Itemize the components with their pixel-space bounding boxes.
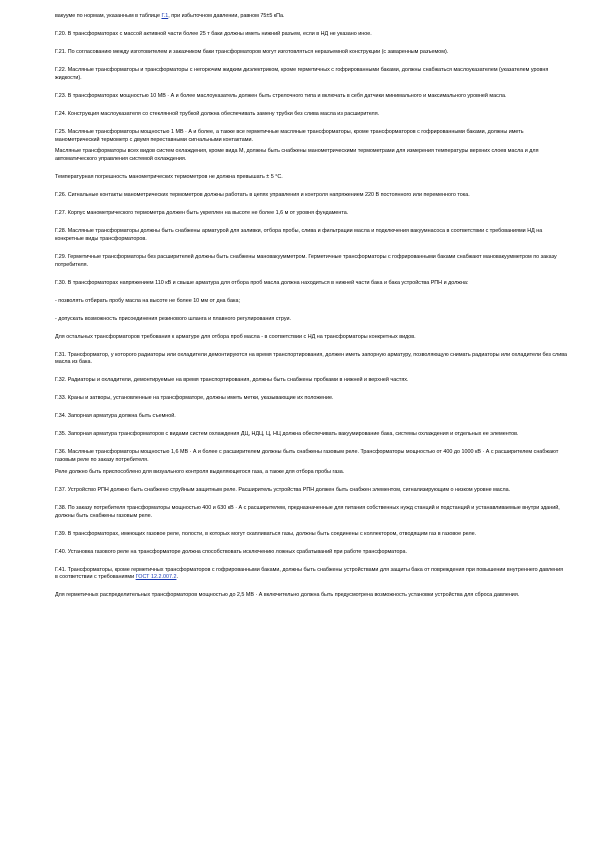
paragraph-p6 — [55, 129, 567, 145]
paragraph-p16 — [55, 334, 567, 342]
paragraph-text: Г.25. Масляные трансформаторы мощностью 1 МВ · А и более, а также все герметичные масляные трансформаторы, кроме трансформаторов с гофрированными баками, должны иметь манометрический термометр с двумя переставными сигнальными контактами. — [55, 128, 524, 143]
paragraph-text: Г.40. Установка газового реле на трансформаторе должна способствовать исключению ложных срабатываний при работе трансформатора. — [55, 548, 407, 555]
paragraph-text: Г.23. В трансформаторах мощностью 10 МВ · А и более маслоуказатель должен быть стрелочного типа и включать в себя датчики минимального и максимального уровней масла. — [55, 92, 507, 99]
reference-link[interactable]: Г.1 — [161, 13, 169, 19]
paragraph-p24 — [55, 487, 567, 495]
paragraph-p8 — [55, 174, 567, 182]
paragraph-p2 — [55, 49, 567, 57]
paragraph-p22 — [55, 449, 567, 465]
paragraph-text: Температурная погрешность манометрических термометров не должна превышать ± 5 °С. — [55, 174, 283, 181]
paragraph-p10 — [55, 210, 567, 218]
paragraph-text: - позволять отбирать пробу масла на высоте не более 10 мм от дна бака; — [55, 297, 240, 304]
paragraph-text: вакууме по нормам, указанным в таблице — [55, 13, 162, 19]
paragraph-p26 — [55, 531, 567, 539]
paragraph-text: Для герметичных распределительных трансформаторов мощностью до 2,5 МВ · А включительно должна быть предусмотрена возможность установки устройства для сброса давления. — [55, 592, 520, 599]
reference-link[interactable]: ГОСТ 12.2.007.2 — [135, 574, 177, 581]
paragraph-p21 — [55, 431, 567, 439]
paragraph-p20 — [55, 413, 567, 421]
paragraph-text: - допускать возможность присоединения резинового шланга и плавного регулирования струи. — [55, 315, 292, 322]
document-page — [55, 13, 567, 610]
paragraph-text: Г.28. Масляные трансформаторы должны быть снабжены арматурой для заливки, отбора пробы, слива и фильтрации масла и подключения вакуумнасоса в соответствии с требованиями НД на конкретные виды трансформаторов. — [55, 228, 543, 242]
paragraph-text: Г.31. Трансформатор, у которого радиаторы или охладители демонтируются на время транспортирования, должен иметь запорную арматуру, позволяющую снимать радиаторы или охладители без слива масла из бака. — [55, 351, 568, 366]
paragraph-p28 — [55, 567, 567, 583]
paragraph-p0 — [55, 13, 567, 21]
paragraph-text: . — [176, 574, 178, 581]
paragraph-text: Г.38. По заказу потребителя трансформаторы мощностью 400 и 630 кВ · А с расширителем, предназначенные для питания собственных нужд станций и подстанций и устанавливаемые внутри зданий, должны быть снабжены газовым реле. — [55, 504, 560, 519]
paragraph-p29 — [55, 592, 567, 600]
paragraph-p4 — [55, 93, 567, 101]
paragraph-p5 — [55, 111, 567, 119]
paragraph-p13 — [55, 280, 567, 288]
paragraph-p25 — [55, 505, 567, 521]
paragraph-text: Г.30. В трансформаторах напряжением 110 кВ и свыше арматура для отбора проб масла должна находиться в нижней части бака и бака устройства РПН и должна: — [55, 279, 469, 286]
paragraph-text: Г.22. Масляные трансформаторы и трансформаторы с негорючим жидким диэлектриком, кроме герметичных с гофрированными баками, должны снабжаться маслоуказателем (указателем уровня жидкости). — [55, 66, 549, 81]
paragraph-p11 — [55, 228, 567, 244]
paragraph-text: Г.32. Радиаторы и охладители, демонтируемые на время транспортирования, должны быть снабжены пробками в нижней и верхней частях. — [55, 377, 409, 384]
paragraph-text: Г.27. Корпус манометрического термометра должен быть укреплен на высоте не более 1,6 м от уровня фундамента. — [55, 210, 349, 217]
paragraph-text: , при избыточном давлении, равном 75±5 кПа. — [168, 13, 285, 19]
paragraph-p7 — [55, 148, 567, 164]
paragraph-p27 — [55, 549, 567, 557]
paragraph-p9 — [55, 192, 567, 200]
paragraph-p1 — [55, 31, 567, 39]
paragraph-text: Г.24. Конструкция маслоуказателя со стеклянной трубкой должна обеспечивать замену трубки без слива масла из расширителя. — [55, 110, 380, 117]
paragraph-text: Г.33. Краны и затворы, установленные на трансформаторе, должны иметь метки, указывающие их положение. — [55, 395, 334, 402]
paragraph-p15 — [55, 316, 567, 324]
paragraph-text: Г.34. Запорная арматура должна быть съемной. — [55, 413, 176, 420]
paragraph-text: Г.20. В трансформаторах с массой активной части более 25 т баки должны иметь нижний разъем, если в НД не указано иное. — [55, 30, 372, 37]
paragraph-text: Г.35. Запорная арматура трансформаторов с видами систем охлаждения ДЦ, НДЦ, Ц, НЦ должна обеспечивать вакуумирование бака, системы охлаждения и отдельных ее элементов. — [55, 431, 519, 438]
paragraph-text: Г.21. По согласованию между изготовителем и заказчиком баки трансформаторов могут изготовляться неразъемной конструкции (с заваренным разъемом). — [55, 48, 449, 55]
paragraph-text: Г.37. Устройство РПН должно быть снабжено струйным защитным реле. Расширитель устройства РПН должен быть снабжен элементом, сигнализирующим о низком уровне масла. — [55, 486, 511, 493]
paragraph-text: Масляные трансформаторы всех видов систем охлаждения, кроме вида М, должны быть снабжены манометрическими термометрами для измерения температуры верхних слоев масла и для автоматического управления системой охлаждения. — [55, 148, 539, 163]
paragraph-p12 — [55, 254, 567, 270]
paragraph-text: Г.41. Трансформаторы, кроме герметичных трансформаторов с гофрированными баками, должны быть снабжены устройствами для защиты бака от повреждения при повышении внутреннего давления в соответствии с требованиями — [55, 566, 564, 581]
paragraph-text: Г.39. В трансформаторах, имеющих газовое реле, полости, в которых могут скапливаться газы, должны быть соединены с коллектором, отводящим газ в газовое реле. — [55, 530, 477, 537]
paragraph-p14 — [55, 298, 567, 306]
paragraph-text: Г.29. Герметичные трансформаторы без расширителей должны быть снабжены мановакуумметром. Герметичные трансформаторы с гофрированными баками снабжают мановакуумметром по заказу потребителя. — [55, 253, 557, 268]
paragraph-text: Г.26. Сигнальные контакты манометрических термометров должны работать в цепях управления и контроля напряжением 220 В постоянного или переменного тока. — [55, 192, 470, 199]
paragraph-p19 — [55, 395, 567, 403]
paragraph-text: Для остальных трансформаторов требования к арматуре для отбора проб масла - в соответствии с НД на трансформаторы конкретных видов. — [55, 333, 416, 340]
paragraph-text: Реле должно быть приспособлено для визуального контроля выделяющегося газа, а также для отбора пробы газа. — [55, 468, 345, 475]
paragraph-p17 — [55, 352, 567, 368]
paragraph-p23 — [55, 469, 567, 477]
paragraph-p3 — [55, 67, 567, 83]
paragraph-text: Г.36. Масляные трансформаторы мощностью 1,6 МВ · А и более с расширителем должны быть снабжены газовым реле. Трансформаторы мощностью от 400 до 1000 кВ · А с расширителем снабжают газовым реле по заказу потребителя. — [55, 449, 559, 464]
paragraph-p18 — [55, 377, 567, 385]
